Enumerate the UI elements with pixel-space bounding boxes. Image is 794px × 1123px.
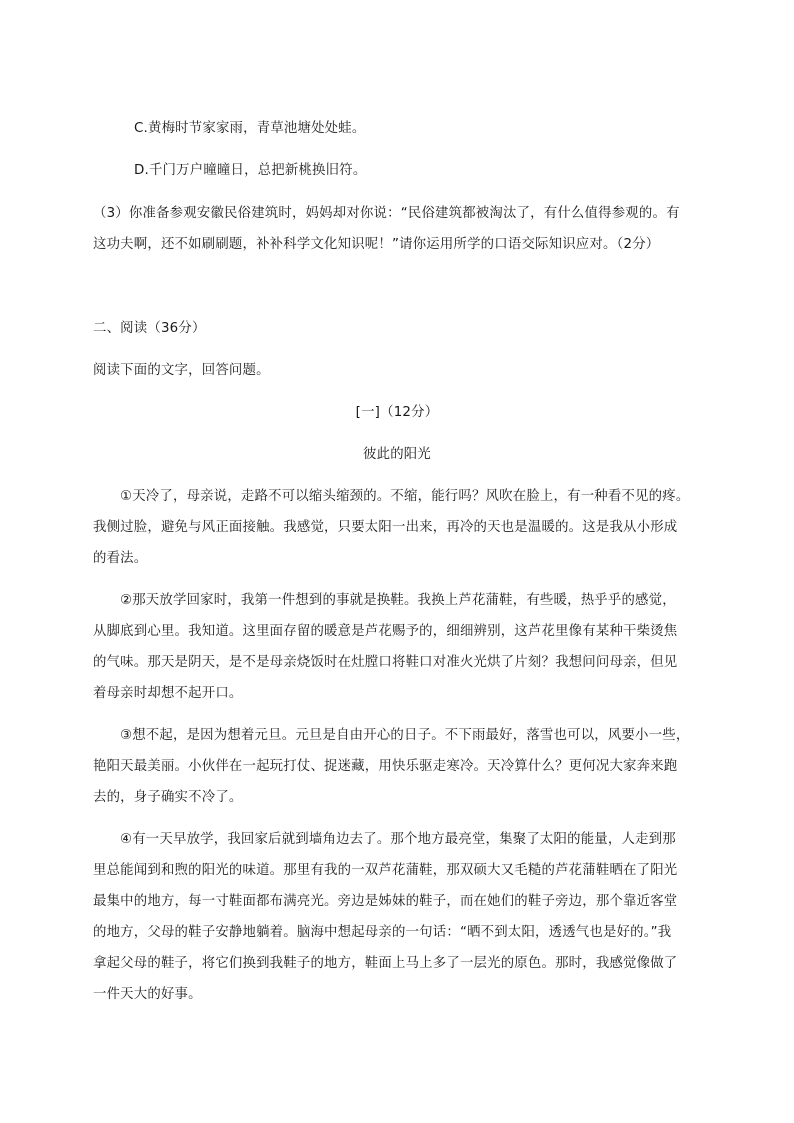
paragraph-3-line-1: ③想不起，是因为想着元旦。元旦是自由开心的日子。不下雨最好，落雪也可以，风要小一些， — [120, 728, 690, 743]
paragraph-3-line-3: 去的，身子确实不冷了。 — [93, 790, 243, 805]
paragraph-2-line-1: ②那天放学回家时，我第一件想到的事就是换鞋。我换上芦花蒲鞋，有些暖，热乎乎的感觉， — [120, 593, 676, 608]
option-c: C.黄梅时节家家雨，青草池塘处处蛙。 — [134, 121, 366, 136]
paragraph-4-line-4: 的地方，父母的鞋子安静地躺着。脑海中想起母亲的一句话：“晒不到太阳，透透气也是好的。”我 — [93, 925, 672, 940]
option-d: D.千门万户曈曈日，总把新桃换旧符。 — [134, 163, 367, 178]
paragraph-3-line-2: 艳阳天最美丽。小伙伴在一起玩打仗、捉迷藏，用快乐驱走寒冷。天冷算什么？更何况大家奔来跑 — [93, 759, 678, 774]
question-3-line-1: （3）你准备参观安徽民俗建筑时，妈妈却对你说：“民俗建筑都被淘汰了，有什么值得参观的。有 — [93, 206, 680, 221]
paragraph-1-line-3: 的看法。 — [93, 551, 148, 566]
reading-instruction: 阅读下面的文字，回答问题。 — [93, 363, 270, 378]
paragraph-1-line-2: 我侧过脸，避免与风正面接触。我感觉，只要太阳一出来，再冷的天也是温暖的。这是我从小形成 — [93, 520, 678, 535]
paragraph-4-line-5: 拿起父母的鞋子，将它们换到我鞋子的地方，鞋面上马上多了一层光的原色。那时，我感觉像做了 — [93, 956, 678, 971]
paragraph-2-line-4: 着母亲时却想不起开口。 — [93, 686, 243, 701]
paragraph-4-line-2: 里总能闻到和煦的阳光的味道。那里有我的一双芦花蒲鞋，那双硕大又毛糙的芦花蒲鞋晒在了阳光 — [93, 863, 678, 878]
paragraph-4-line-3: 最集中的地方，每一寸鞋面都布满亮光。旁边是姊妹的鞋子，而在她们的鞋子旁边，那个靠近客堂 — [93, 894, 678, 909]
paragraph-4-line-1: ④有一天早放学，我回家后就到墙角边去了。那个地方最亮堂，集聚了太阳的能量，人走到那 — [120, 832, 676, 847]
section-heading: 二、阅读（36分） — [93, 321, 206, 336]
paragraph-1-line-1: ①天冷了，母亲说，走路不可以缩头缩颈的。不缩，能行吗？风吹在脸上，有一种看不见的疼。 — [120, 489, 690, 504]
paragraph-2-line-2: 从脚底到心里。我知道。这里面存留的暖意是芦花赐予的，细细辨别，这芦花里像有某种干柴烫焦 — [93, 624, 678, 639]
part-label: [一]（12分） — [355, 405, 439, 420]
question-3-line-2: 这功夫啊，还不如刷刷题，补补科学文化知识呢！”请你运用所学的口语交际知识应对。（2分） — [93, 237, 660, 252]
paragraph-4-line-6: 一件天大的好事。 — [93, 987, 202, 1002]
paragraph-2-line-3: 的气味。那天是阴天，是不是母亲烧饭时在灶膛口将鞋口对准火光烘了片刻？我想问问母亲，但见 — [93, 655, 678, 670]
article-title: 彼此的阳光 — [363, 447, 431, 462]
